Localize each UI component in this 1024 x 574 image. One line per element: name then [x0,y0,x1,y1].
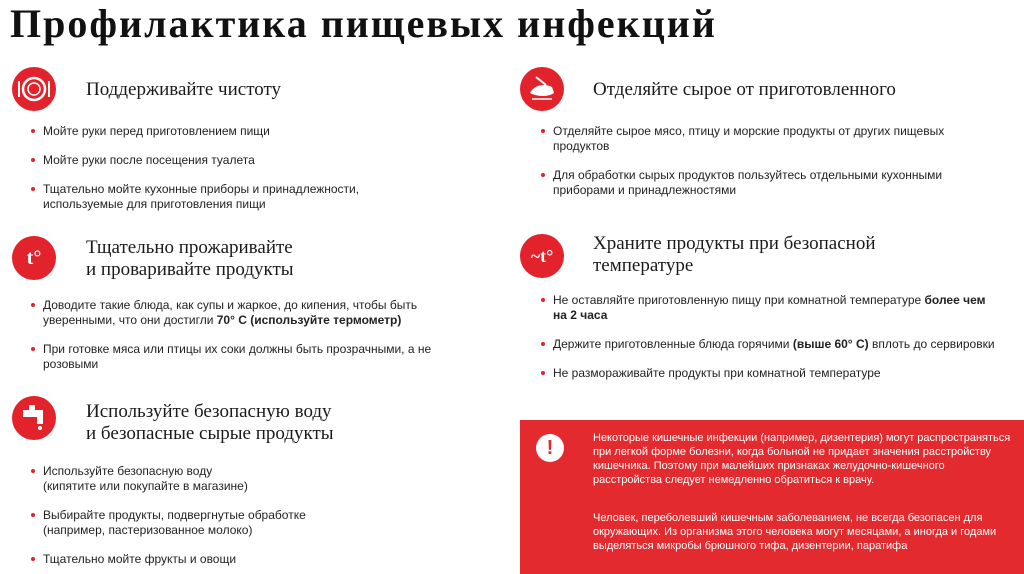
list-item [30,464,470,494]
list-item-line: (кипятите или покупайте в магазине) [43,479,248,493]
heading-line: температуре [593,255,694,276]
list-item-bold: 70° С (используйте термометр) [216,313,402,327]
list-water [30,464,470,567]
list-item-text: Держите приготовленные блюда горячими [553,337,793,351]
heading-line: Храните продукты при безопасной [593,233,876,254]
section-heading-store [593,233,876,277]
heading-line: и проваривайте продукты [86,259,294,280]
section-heading-clean: Поддерживайте чистоту [86,79,282,100]
plate-icon [12,67,56,111]
list-item: Не размораживайте продукты при комнатной температуре [540,366,1000,381]
warning-paragraph: Некоторые кишечные инфекции (например, дизентерия) могут распространяться при легкой форме болезни, когда больной не придает значения расстройству кишечника. Поэтому при малейших признаках желудочно-кишечного расстройства следует немедленно обратиться к врачу. [593,432,1011,486]
list-item-line: Выбирайте продукты, подвергнутые обработке [43,508,306,522]
list-item: Тщательно мойте фрукты и овощи [30,552,470,567]
list-item [30,298,470,328]
list-item: Для обработки сырых продуктов пользуйтесь отдельными кухонными приборами и принадлежностями [540,168,980,198]
heading-line: Используйте безопасную воду [86,401,332,422]
section-heading-separate: Отделяйте сырое от приготовленного [593,79,896,100]
thermometer-icon [12,236,56,280]
warning-box [520,420,1024,574]
list-item [30,508,470,538]
list-item-text: Не оставляйте приготовленную пищу при комнатной температуре [553,293,925,307]
list-clean [30,124,410,212]
faucet-icon [12,396,56,440]
section-heading-cook [86,237,294,281]
heading-line: Тщательно прожаривайте [86,237,293,258]
list-item: Мойте руки после посещения туалета [30,153,410,168]
list-item: Мойте руки перед приготовлением пищи [30,124,410,139]
list-cook [30,298,470,372]
list-item [540,293,1000,323]
list-item-line: (например, пастеризованное молоко) [43,523,253,537]
exclamation-icon: ! [536,434,564,462]
list-item-text: вплоть до сервировки [868,337,995,351]
list-item-bold: (выше 60° С) [792,337,869,351]
section-heading-water [86,401,334,445]
list-item-line: Используйте безопасную воду [43,464,213,478]
page-title: Профилактика пищевых инфекций [10,1,717,46]
list-item-bold: более чем на 2 часа [553,293,986,322]
list-separate [540,124,980,198]
temperature-icon-text: ~t° [530,245,554,266]
list-item: Тщательно мойте кухонные приборы и принадлежности, используемые для приготовления пищи [30,182,410,212]
list-item [540,337,1000,352]
list-item: Отделяйте сырое мясо, птицу и морские продукты от других пищевых продуктов [540,124,980,154]
warning-paragraph: Человек, переболевший кишечным заболеванием, не всегда безопасен для окружающих. Из организма этого человека могут месяцами, а иногда и годами выделяться микробы брюшного тифа, дизентерии, паратифа [593,512,997,552]
temperature-icon [520,234,564,278]
chicken-leg-icon [520,67,564,111]
list-store [540,293,1000,381]
heading-line: и безопасные сырые продукты [86,423,334,444]
list-item-text: Доводите такие блюда, как супы и жаркое, до кипения, чтобы быть уверенными, что они достигли [43,298,418,327]
thermometer-icon-text: t° [26,246,42,269]
list-item: При готовке мяса или птицы их соки должны быть прозрачными, а не розовыми [30,342,470,372]
